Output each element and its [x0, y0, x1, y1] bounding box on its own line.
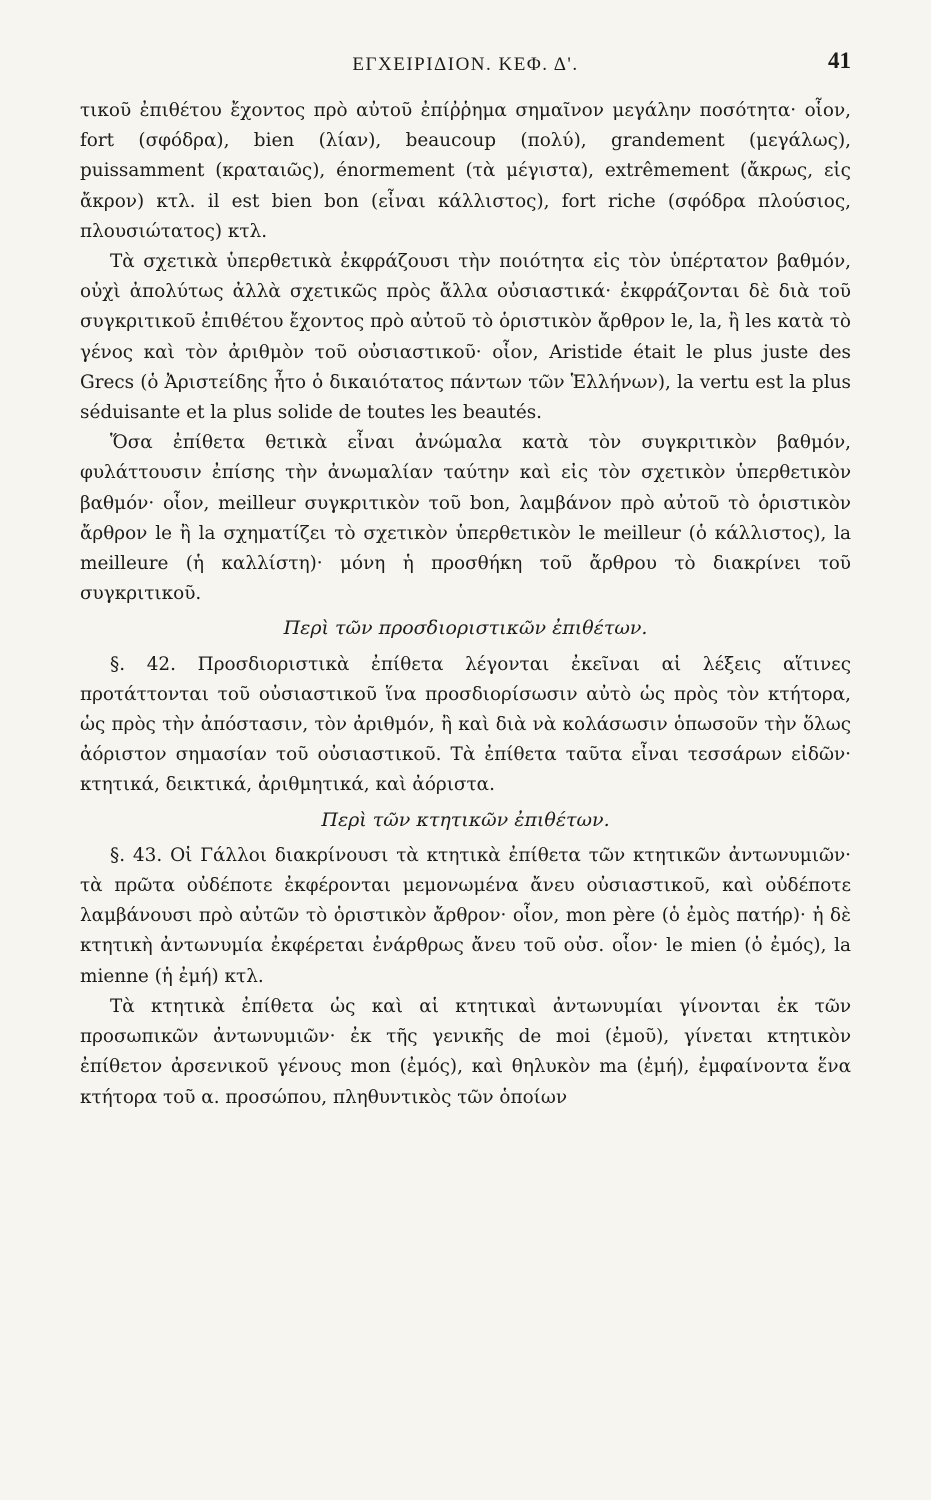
paragraph-section-42: §. 42. Προσδιοριστικὰ ἐπίθετα λέγονται ἐκεῖναι αἱ λέξεις αἵτινες προτάττονται τοῦ οὐσιαστικοῦ ἵνα προσδιορίσωσιν αὐτὸ ὡς πρὸς τὸν κτήτορα, ὡς πρὸς τὴν ἀπόστασιν, τὸν ἀριθμόν, ἢ καὶ διὰ νὰ κολάσωσιν ὁπωσοῦν τὴν ὅλως ἀόριστον σημασίαν τοῦ οὐσιαστικοῦ. Τὰ ἐπίθετα ταῦτα εἶναι τεσσάρων εἰδῶν· κτητικά, δεικτικά, ἀριθμητικά, καὶ ἀόριστα.	[80, 653, 851, 796]
page-body	[80, 96, 851, 1113]
section-heading-possessive: Περὶ τῶν κτητικῶν ἐπιθέτων.	[321, 808, 610, 831]
paragraph-possessive-formation: Τὰ κτητικὰ ἐπίθετα ὡς καὶ αἱ κτητικαὶ ἀντωνυμίαι γίνονται ἐκ τῶν προσωπικῶν ἀντωνυμιῶν· ἐκ τῆς γενικῆς de moi (ἐμοῦ), γίνεται κτητικὸν ἐπίθετον ἀρσενικοῦ γένους mon (ἐμός), καὶ θηλυκὸν ma (ἐμή), ἐμφαίνοντα ἕνα κτήτορα τοῦ α. προσώπου, πληθυντικὸς τῶν ὁποίων	[80, 995, 851, 1108]
paragraph-section-43: §. 43. Οἱ Γάλλοι διακρίνουσι τὰ κτητικὰ ἐπίθετα τῶν κτητικῶν ἀντωνυμιῶν· τὰ πρῶτα οὐδέποτε ἐκφέρονται μεμονωμένα ἄνευ οὐσιαστικοῦ, καὶ οὐδέποτε λαμβάνουσι πρὸ αὐτῶν τὸ ὁριστικὸν ἄρθρον· οἷον, mon père (ὁ ἐμὸς πατήρ)· ἡ δὲ κτητικὴ ἀντωνυμία ἐκφέρεται ἐνάρθρως ἄνευ τοῦ οὐσ. οἷον· le mien (ὁ ἐμός), la mienne (ἡ ἐμή) κτλ.	[80, 844, 851, 987]
page-number: 41	[828, 48, 851, 73]
paragraph-continuation: τικοῦ ἐπιθέτου ἔχοντος πρὸ αὐτοῦ ἐπίῤῥημα σημαῖνον μεγάλην ποσότητα· οἷον, fort (σφόδρα), bien (λίαν), beaucoup (πολύ), grandement (μεγάλως), puissamment (κραταιῶς), énormement (τὰ μέγιστα), extrêmement (ἄκρως, εἰς ἄκρον) κτλ. il est bien bon (εἶναι κάλλιστος), fort riche (σφόδρα πλούσιος, πλουσιώτατος) κτλ.	[80, 100, 851, 242]
paragraph-relative-superlatives: Τὰ σχετικὰ ὑπερθετικὰ ἐκφράζουσι τὴν ποιότητα εἰς τὸν ὑπέρτατον βαθμόν, οὐχὶ ἀπολύτως ἀλλὰ σχετικῶς πρὸς ἄλλα οὐσιαστικά· ἐκφράζονται δὲ διὰ τοῦ συγκριτικοῦ ἐπιθέτου ἔχοντος πρὸ αὐτοῦ τὸ ὁριστικὸν ἄρθρον le, la, ἢ les κατὰ τὸ γένος καὶ τὸν ἀριθμὸν τοῦ οὐσιαστικοῦ· οἷον, Aristide était le plus juste des Grecs (ὁ Ἀριστείδης ἦτο ὁ δικαιότατος πάντων τῶν Ἑλλήνων), la vertu est la plus séduisante et la plus solide de toutes les beautés.	[80, 251, 851, 424]
running-head: ΕΓΧΕΙΡΙΔΙΟΝ. ΚΕΦ. Δ'.	[352, 54, 579, 75]
page-header	[80, 48, 851, 88]
section-heading-determinative: Περὶ τῶν προσδιοριστικῶν ἐπιθέτων.	[283, 617, 648, 640]
paragraph-irregular-superlatives: Ὅσα ἐπίθετα θετικὰ εἶναι ἀνώμαλα κατὰ τὸν συγκριτικὸν βαθμόν, φυλάττουσιν ἐπίσης τὴν ἀνωμαλίαν ταύτην καὶ εἰς τὸν σχετικὸν ὑπερθετικὸν βαθμόν· οἷον, meilleur συγκριτικὸν τοῦ bon, λαμβάνον πρὸ αὐτοῦ τὸ ὁριστικὸν ἄρθρον le ἢ la σχηματίζει τὸ σχετικὸν ὑπερθετικὸν le meilleur (ὁ κάλλιστος), la meilleure (ἡ καλλίστη)· μόνη ἡ προσθήκη τοῦ ἄρθρου τὸ διακρίνει τοῦ συγκριτικοῦ.	[80, 432, 851, 605]
